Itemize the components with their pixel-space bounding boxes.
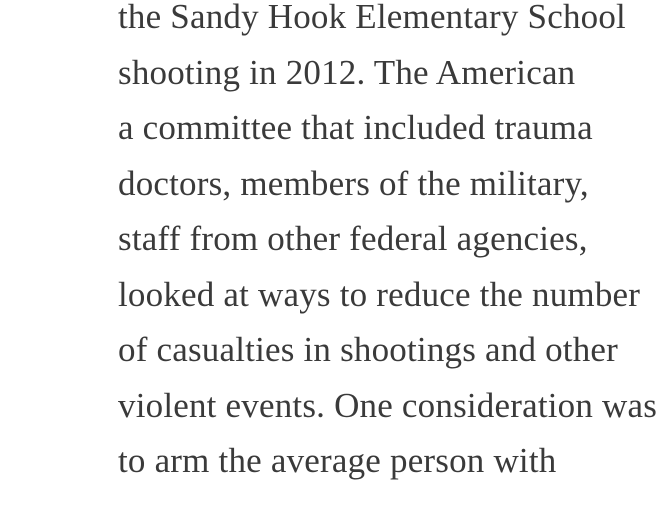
text-line-1: the Sandy Hook Elementary School xyxy=(118,0,626,36)
text-line-4: doctors, members of the military, xyxy=(118,163,589,203)
text-line-9: to arm the average person with xyxy=(118,441,557,480)
text-line-5: staff from other federal agencies, xyxy=(118,219,588,258)
text-line-7: of casualties in shootings and other xyxy=(118,330,619,369)
text-line-3: a committee that included trauma xyxy=(118,108,593,147)
paragraph xyxy=(118,0,657,489)
text-line-2: shooting in 2012. The American xyxy=(118,52,576,92)
text-line-6: looked at ways to reduce the number xyxy=(118,274,641,314)
text-line-8: violent events. One consideration was xyxy=(118,385,657,425)
